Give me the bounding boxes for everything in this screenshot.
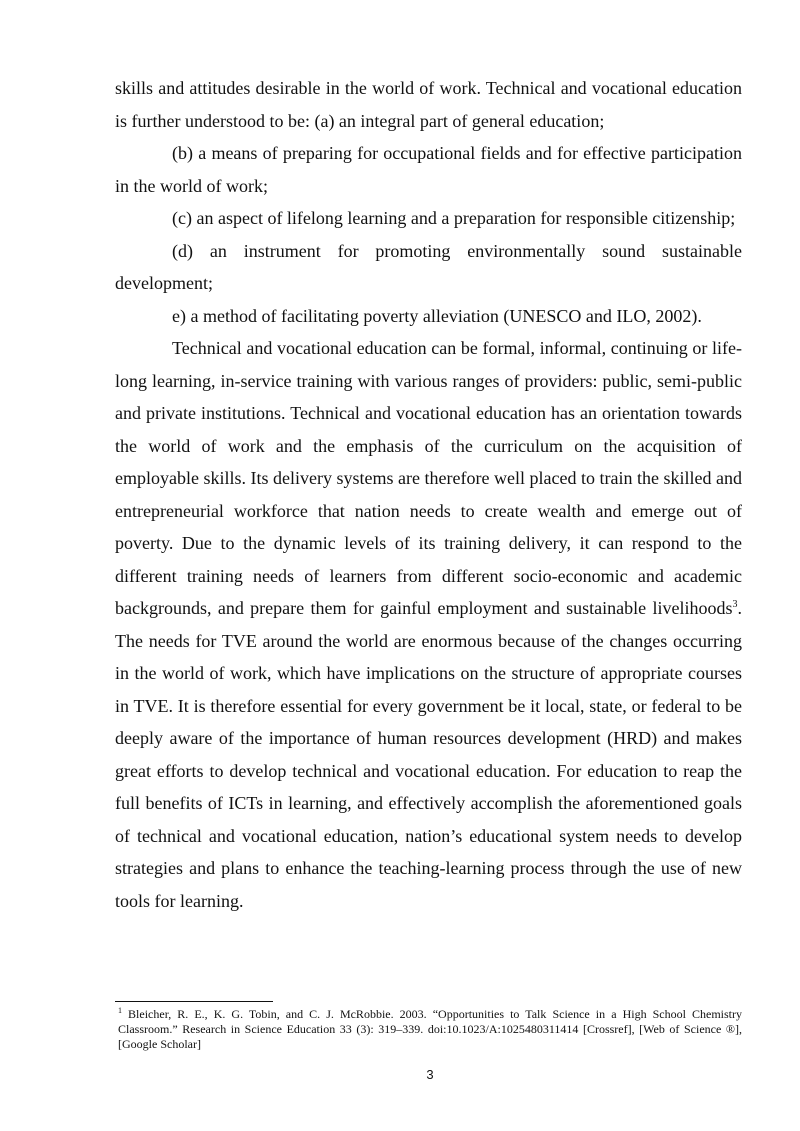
footnote-separator: [115, 1001, 273, 1002]
list-item-d: (d) an instrument for promoting environmentally sound sustainable development;: [115, 240, 742, 293]
list-item-e: e) a method of facilitating poverty alleviation (UNESCO and ILO, 2002).: [172, 305, 702, 326]
paragraph-tve-part1: Technical and vocational education can be formal, informal, continuing or life-long learning, in-service training with various ranges of providers: public, semi-public and private institutions. Technical and vocational education has an orientation towards the world of work and the emphasis of the curriculum on the acquisition of employable skills. Its delivery systems are therefore well placed to train the skilled and entrepreneurial workforce that nation needs to create wealth and emerge out of poverty. Due to the dynamic levels of its training delivery, it can respond to the different training needs of learners from different socio-economic and academic backgrounds, and prepare them for gainful employment and sustainable livelihoods: [115, 338, 742, 618]
footnote-reference: 3: [732, 599, 738, 610]
page-number: 3: [426, 1067, 434, 1082]
paragraph-intro: skills and attitudes desirable in the world of work. Technical and vocational education is further understood to be: (a) an integral part of general education;: [115, 78, 742, 131]
body-text: [115, 72, 742, 917]
footnote-marker: 1: [118, 1006, 122, 1015]
list-item-b: (b) a means of preparing for occupational fields and for effective participation in the world of work;: [115, 143, 742, 196]
paragraph-tve: [115, 332, 742, 917]
list-item-c: (c) an aspect of lifelong learning and a preparation for responsible citizenship;: [172, 208, 736, 228]
footnote: [118, 1007, 742, 1052]
footnote-text: Bleicher, R. E., K. G. Tobin, and C. J. McRobbie. 2003. “Opportunities to Talk Science in a High School Chemistry Classroom.” Research in Science Education 33 (3): 319–339. doi:10.1023/A:1025480311414 [Crossref], [Web of Science ®], [Google Scholar]: [118, 1007, 742, 1051]
paragraph-tve-part2: . The needs for TVE around the world are enormous because of the changes occurring in the world of work, which have implications on the structure of appropriate courses in TVE. It is therefore essential for every government be it local, state, or federal to be deeply aware of the importance of human resources development (HRD) and makes great efforts to develop technical and vocational education. For education to reap the full benefits of ICTs in learning, and effectively accomplish the aforementioned goals of technical and vocational education, nation’s educational system needs to develop strategies and plans to enhance the teaching-learning process through the use of new tools for learning.: [115, 598, 742, 911]
